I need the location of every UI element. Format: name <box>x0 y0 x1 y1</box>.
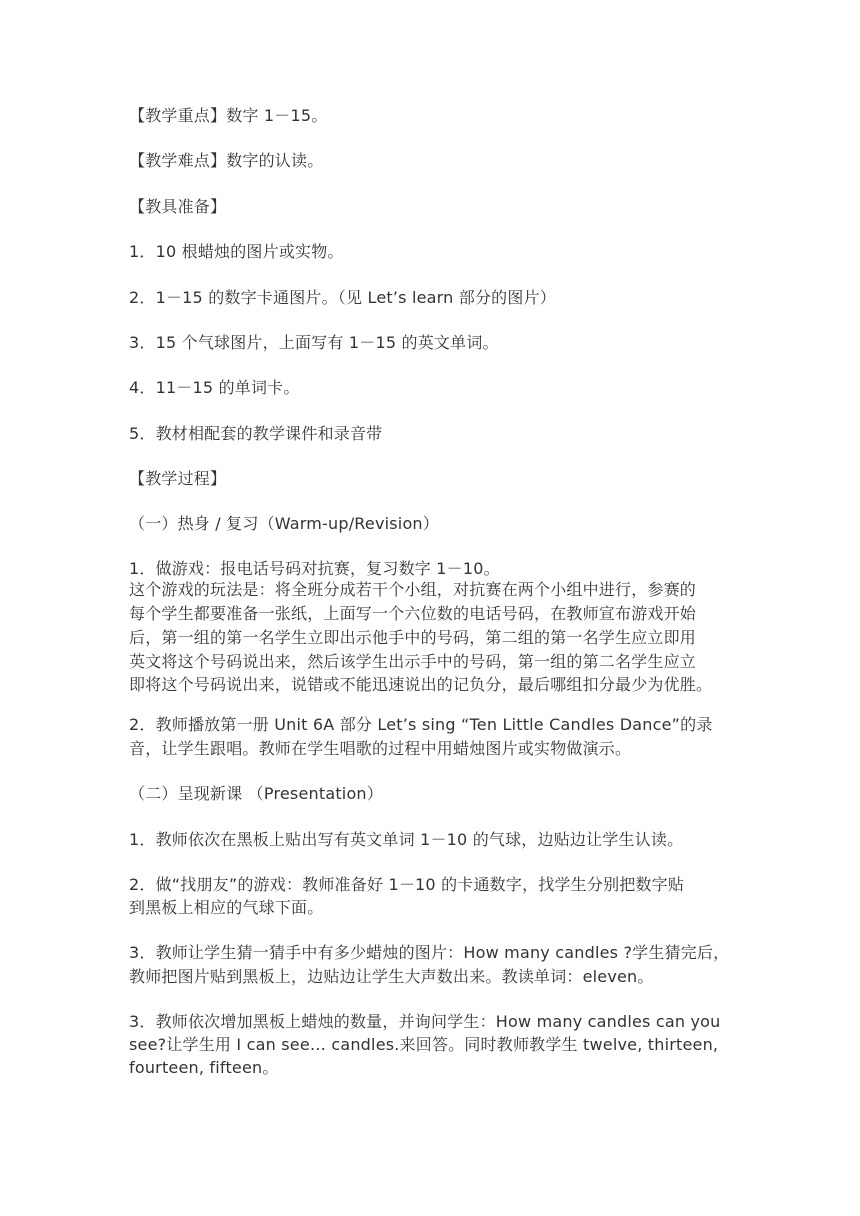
teaching-difficulty-line: 【教学难点】数字的认读。 <box>129 151 324 170</box>
aid-item-1: 1．10 根蜡烛的图片或实物。 <box>129 242 344 261</box>
presentation-step-2-line-1: 2．做“找朋友”的游戏：教师准备好 1－10 的卡通数字，找学生分别把数字贴 <box>129 875 685 894</box>
teaching-process-heading: 【教学过程】 <box>129 469 227 488</box>
aid-item-3: 3．15 个气球图片，上面写有 1－15 的英文单词。 <box>129 333 499 352</box>
teaching-aids-heading: 【教具准备】 <box>129 197 227 216</box>
presentation-step-4-line-2: see?让学生用 I can see… candles.来回答。同时教师教学生 twelve, thirteen, <box>129 1035 719 1054</box>
game-rules-line-2: 每个学生都要准备一张纸，上面写一个六位数的电话号码，在教师宣布游戏开始 <box>129 604 697 623</box>
presentation-step-4-line-3: fourteen, fifteen。 <box>129 1058 279 1077</box>
presentation-heading: （二）呈现新课 （Presentation） <box>129 784 383 803</box>
presentation-step-1: 1．教师依次在黑板上贴出写有英文单词 1－10 的气球，边贴边让学生认读。 <box>129 830 684 849</box>
presentation-step-3-line-1: 3．教师让学生猜一猜手中有多少蜡烛的图片：How many candles ?学生猜完后， <box>129 943 730 962</box>
presentation-step-2-line-2: 到黑板上相应的气球下面。 <box>129 898 324 917</box>
game-rules-line-5: 即将这个号码说出来，说错或不能迅速说出的记负分，最后哪组扣分最少为优胜。 <box>129 675 713 694</box>
game-rules-line-1: 这个游戏的玩法是：将全班分成若干个小组，对抗赛在两个小组中进行，参赛的 <box>129 580 697 599</box>
warmup-heading: （一）热身 / 复习（Warm-up/Revision） <box>129 514 439 533</box>
presentation-step-3-line-2: 教师把图片贴到黑板上，边贴边让学生大声数出来。教读单词：eleven。 <box>129 967 654 986</box>
presentation-step-4-line-1: 3．教师依次增加黑板上蜡烛的数量，并询问学生：How many candles can you <box>129 1012 721 1031</box>
teaching-focus-line: 【教学重点】数字 1－15。 <box>129 106 328 125</box>
warmup-step-2-line-2: 音，让学生跟唱。教师在学生唱歌的过程中用蜡烛图片或实物做演示。 <box>129 739 632 758</box>
warmup-step-2-line-1: 2．教师播放第一册 Unit 6A 部分 Let’s sing “Ten Little Candles Dance”的录 <box>129 715 713 734</box>
game-rules-line-4: 英文将这个号码说出来，然后该学生出示手中的号码，第一组的第二名学生应立 <box>129 652 697 671</box>
aid-item-2: 2．1－15 的数字卡通图片。（见 Let’s learn 部分的图片） <box>129 288 556 307</box>
aid-item-5: 5．教材相配套的教学课件和录音带 <box>129 424 383 443</box>
warmup-step-1: 1．做游戏：报电话号码对抗赛，复习数字 1－10。 <box>129 559 500 578</box>
game-rules-line-3: 后，第一组的第一名学生立即出示他手中的号码，第二组的第一名学生应立即用 <box>129 628 697 647</box>
aid-item-4: 4．11－15 的单词卡。 <box>129 378 300 397</box>
